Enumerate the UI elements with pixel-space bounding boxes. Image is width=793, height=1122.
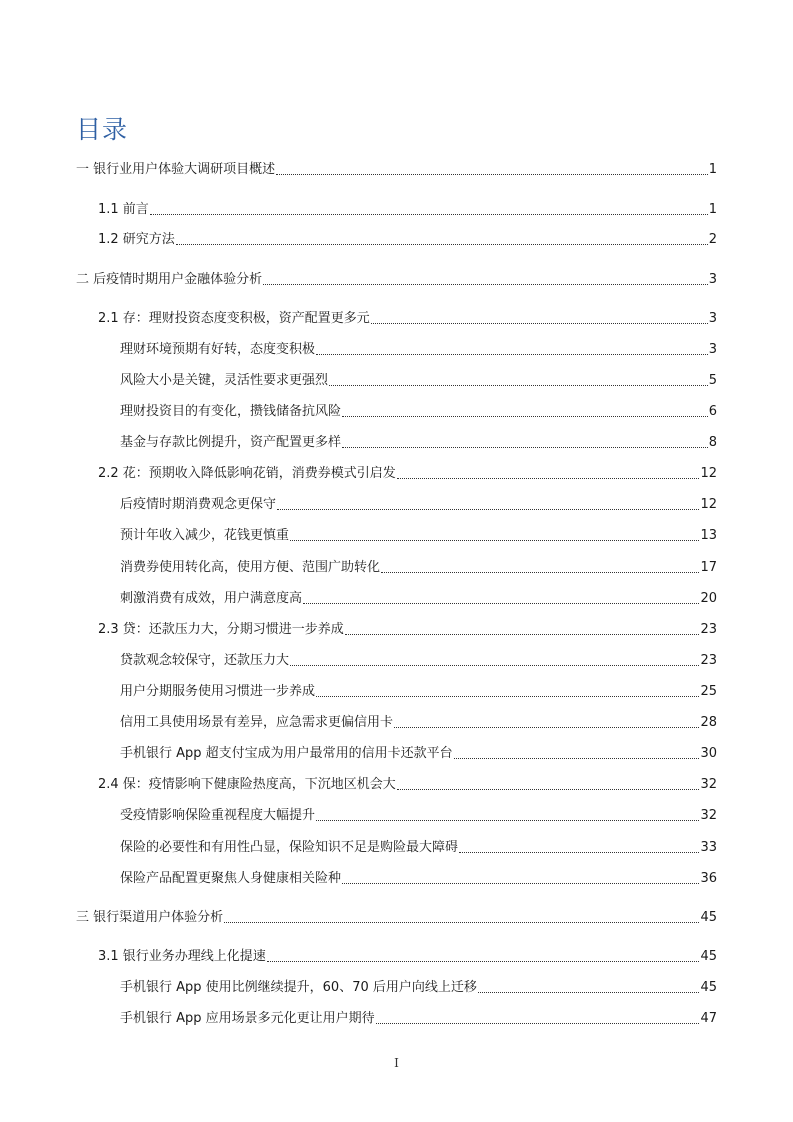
toc-entry-label: 1.2 研究方法 <box>98 232 175 247</box>
toc-entry-subsection[interactable] <box>120 526 717 546</box>
toc-entry-label: 2.2 花：预期收入降低影响花销，消费券模式引启发 <box>98 466 396 481</box>
toc-entry-subsection[interactable] <box>120 495 717 515</box>
toc-entry-label: 二 后疫情时期用户金融体验分析 <box>76 272 263 287</box>
toc-entry-page: 6 <box>708 404 717 419</box>
dot-leader <box>342 883 699 884</box>
dot-leader <box>316 820 699 821</box>
toc-entry-page: 1 <box>708 162 717 177</box>
toc-entry-page: 17 <box>700 560 717 575</box>
dot-leader <box>329 385 708 386</box>
toc-entry-page: 20 <box>700 591 717 606</box>
toc-entry-section-2-1[interactable] <box>98 309 717 329</box>
toc-entry-chapter-3[interactable] <box>76 908 717 928</box>
toc-entry-subsection[interactable] <box>120 558 717 578</box>
toc-entry-section-1-1[interactable] <box>98 200 717 220</box>
toc-entry-page: 8 <box>708 435 717 450</box>
toc-entry-label: 手机银行 App 应用场景多元化更让用户期待 <box>120 1011 375 1026</box>
toc-entry-label: 理财投资目的有变化，攒钱储备抗风险 <box>120 404 342 419</box>
toc-entry-subsection[interactable] <box>120 1009 717 1029</box>
dot-leader <box>276 174 708 175</box>
toc-entry-page: 3 <box>708 272 717 287</box>
toc-entry-subsection[interactable] <box>120 402 717 422</box>
dot-leader <box>345 634 700 635</box>
toc-entry-label: 1.1 前言 <box>98 202 149 217</box>
page-title: 目录 <box>76 114 129 144</box>
dot-leader <box>397 789 700 790</box>
toc-entry-section-3-1[interactable] <box>98 947 717 967</box>
toc-entry-page: 28 <box>700 715 717 730</box>
toc-entry-label: 手机银行 App 超支付宝成为用户最常用的信用卡还款平台 <box>120 746 453 761</box>
toc-entry-label: 3.1 银行业务办理线上化提速 <box>98 949 266 964</box>
toc-entry-label: 信用工具使用场景有差异，应急需求更偏信用卡 <box>120 715 394 730</box>
toc-entry-page: 45 <box>700 980 717 995</box>
toc-entry-label: 预计年收入减少，花钱更慎重 <box>120 528 290 543</box>
toc-entry-subsection[interactable] <box>120 713 717 733</box>
toc-entry-page: 32 <box>700 777 717 792</box>
toc-entry-page: 5 <box>708 373 717 388</box>
toc-entry-label: 基金与存款比例提升，资产配置更多样 <box>120 435 342 450</box>
dot-leader <box>397 478 700 479</box>
toc-entry-chapter-1[interactable] <box>76 160 717 180</box>
toc-entry-label: 保险的必要性和有用性凸显，保险知识不足是购险最大障碍 <box>120 840 459 855</box>
toc-entry-page: 30 <box>700 746 717 761</box>
toc-entry-chapter-2[interactable] <box>76 270 717 290</box>
toc-entry-page: 33 <box>700 840 717 855</box>
dot-leader <box>371 323 708 324</box>
toc-entry-label: 手机银行 App 使用比例继续提升，60、70 后用户向线上迁移 <box>120 980 477 995</box>
toc-entry-page: 23 <box>700 622 717 637</box>
toc-entry-label: 用户分期服务使用习惯进一步养成 <box>120 684 316 699</box>
toc-entry-label: 2.4 保：疫情影响下健康险热度高，下沉地区机会大 <box>98 777 396 792</box>
toc-entry-page: 23 <box>700 653 717 668</box>
dot-leader <box>267 961 700 962</box>
dot-leader <box>459 852 699 853</box>
toc-entry-page: 12 <box>700 466 717 481</box>
dot-leader <box>478 992 700 993</box>
toc-entry-subsection[interactable] <box>120 682 717 702</box>
toc-entry-subsection[interactable] <box>120 433 717 453</box>
toc-entry-subsection[interactable] <box>120 340 717 360</box>
toc-entry-label: 一 银行业用户体验大调研项目概述 <box>76 162 276 177</box>
dot-leader <box>381 572 699 573</box>
dot-leader <box>176 244 708 245</box>
toc-entry-subsection[interactable] <box>120 651 717 671</box>
toc-entry-page: 2 <box>708 232 717 247</box>
dot-leader <box>454 758 700 759</box>
dot-leader <box>316 354 708 355</box>
toc-entry-section-2-4[interactable] <box>98 775 717 795</box>
dot-leader <box>290 540 699 541</box>
toc-entry-label: 消费券使用转化高，使用方便、范围广助转化 <box>120 560 381 575</box>
toc-entry-label: 受疫情影响保险重视程度大幅提升 <box>120 808 316 823</box>
toc-entry-subsection[interactable] <box>120 806 717 826</box>
dot-leader <box>342 447 708 448</box>
toc-entry-label: 保险产品配置更聚焦人身健康相关险种 <box>120 871 342 886</box>
dot-leader <box>224 922 699 923</box>
dot-leader <box>263 284 708 285</box>
toc-entry-subsection[interactable] <box>120 838 717 858</box>
toc-entry-label: 2.3 贷：还款压力大，分期习惯进一步养成 <box>98 622 344 637</box>
toc-entry-subsection[interactable] <box>120 371 717 391</box>
dot-leader <box>316 696 699 697</box>
toc-entry-label: 贷款观念较保守，还款压力大 <box>120 653 290 668</box>
toc-entry-label: 刺激消费有成效，用户满意度高 <box>120 591 303 606</box>
dot-leader <box>277 509 699 510</box>
toc-entry-page: 32 <box>700 808 717 823</box>
toc-entry-page: 3 <box>708 342 717 357</box>
toc-entry-page: 1 <box>708 202 717 217</box>
dot-leader <box>376 1023 700 1024</box>
toc-entry-section-2-3[interactable] <box>98 620 717 640</box>
toc-entry-subsection[interactable] <box>120 589 717 609</box>
toc-entry-page: 47 <box>700 1011 717 1026</box>
toc-entry-label: 三 银行渠道用户体验分析 <box>76 910 224 925</box>
toc-entry-page: 13 <box>700 528 717 543</box>
toc-entry-label: 风险大小是关键，灵活性要求更强烈 <box>120 373 329 388</box>
dot-leader <box>150 214 708 215</box>
toc-entry-label: 2.1 存：理财投资态度变积极，资产配置更多元 <box>98 311 370 326</box>
dot-leader <box>303 603 699 604</box>
dot-leader <box>290 665 699 666</box>
toc-entry-subsection[interactable] <box>120 978 717 998</box>
toc-entry-page: 12 <box>700 497 717 512</box>
footer-page-number: I <box>394 1056 399 1070</box>
toc-entry-section-1-2[interactable] <box>98 230 717 250</box>
dot-leader <box>394 727 699 728</box>
toc-entry-subsection[interactable] <box>120 869 717 889</box>
toc-entry-page: 45 <box>700 949 717 964</box>
toc-entry-label: 理财环境预期有好转，态度变积极 <box>120 342 316 357</box>
dot-leader <box>342 416 708 417</box>
toc-entry-label: 后疫情时期消费观念更保守 <box>120 497 277 512</box>
toc-entry-section-2-2[interactable] <box>98 464 717 484</box>
toc-entry-page: 36 <box>700 871 717 886</box>
toc-entry-page: 25 <box>700 684 717 699</box>
toc-entry-page: 3 <box>708 311 717 326</box>
toc-entry-subsection[interactable] <box>120 744 717 764</box>
toc-entry-page: 45 <box>700 910 717 925</box>
